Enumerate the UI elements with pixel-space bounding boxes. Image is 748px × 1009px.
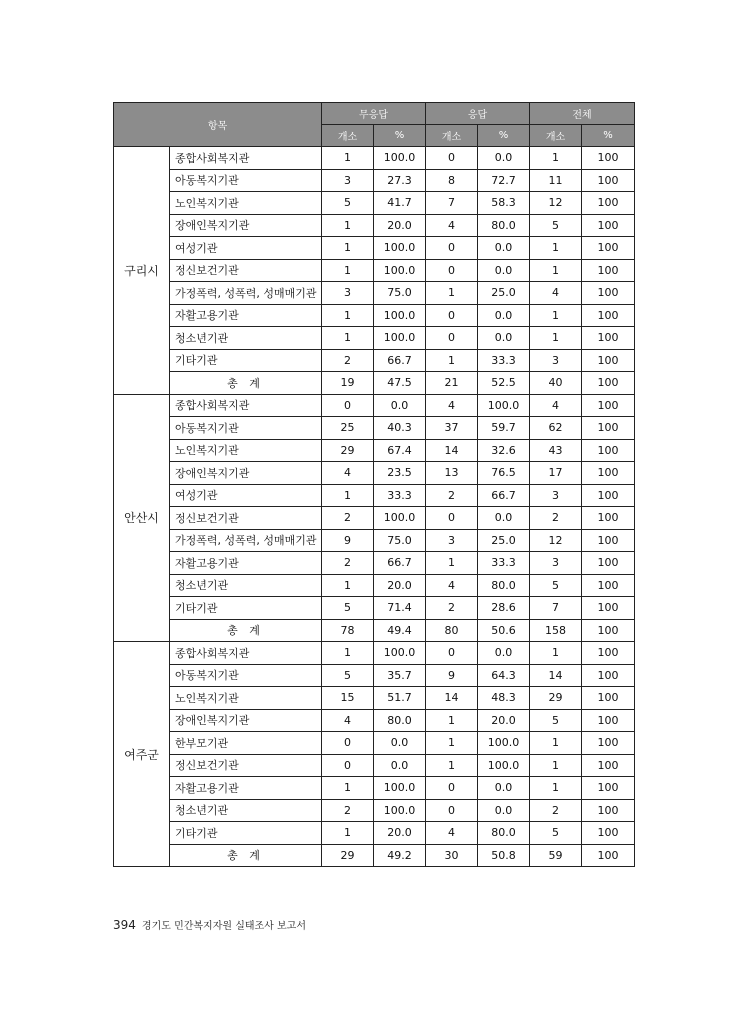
- value-cell: 3: [426, 529, 478, 552]
- value-cell: 14: [426, 687, 478, 710]
- value-cell: 1: [322, 642, 374, 665]
- item-label: 여성기관: [170, 237, 322, 260]
- header-item: 항목: [114, 103, 322, 147]
- total-label: 총 계: [170, 844, 322, 867]
- value-cell: 29: [322, 439, 374, 462]
- value-cell: 75.0: [374, 529, 426, 552]
- value-cell: 78: [322, 619, 374, 642]
- value-cell: 30: [426, 844, 478, 867]
- value-cell: 14: [530, 664, 582, 687]
- value-cell: 1: [322, 822, 374, 845]
- value-cell: 100: [582, 327, 635, 350]
- value-cell: 29: [530, 687, 582, 710]
- item-label: 아동복지기관: [170, 169, 322, 192]
- value-cell: 1: [530, 304, 582, 327]
- value-cell: 100.0: [374, 642, 426, 665]
- value-cell: 100: [582, 147, 635, 170]
- value-cell: 1: [322, 147, 374, 170]
- table-row: [114, 754, 635, 777]
- total-label: 총 계: [170, 619, 322, 642]
- value-cell: 100: [582, 484, 635, 507]
- table-row: [114, 237, 635, 260]
- item-label: 장애인복지기관: [170, 214, 322, 237]
- header-sub: 개소: [322, 125, 374, 147]
- item-label: 노인복지기관: [170, 192, 322, 215]
- page-footer: [113, 917, 306, 932]
- value-cell: 1: [322, 237, 374, 260]
- header-group-no-response: 무응답: [322, 103, 426, 125]
- item-label: 장애인복지기관: [170, 709, 322, 732]
- value-cell: 5: [322, 664, 374, 687]
- item-label: 장애인복지기관: [170, 462, 322, 485]
- item-label: 여성기관: [170, 484, 322, 507]
- value-cell: 4: [426, 822, 478, 845]
- item-label: 정신보건기관: [170, 754, 322, 777]
- value-cell: 5: [322, 192, 374, 215]
- value-cell: 100: [582, 237, 635, 260]
- value-cell: 1: [322, 259, 374, 282]
- value-cell: 59.7: [478, 417, 530, 440]
- value-cell: 32.6: [478, 439, 530, 462]
- value-cell: 100: [582, 169, 635, 192]
- item-label: 자활고용기관: [170, 777, 322, 800]
- value-cell: 80.0: [478, 822, 530, 845]
- value-cell: 1: [530, 777, 582, 800]
- value-cell: 100.0: [374, 147, 426, 170]
- table-row: [114, 642, 635, 665]
- item-label: 종합사회복지관: [170, 147, 322, 170]
- table-row: [114, 822, 635, 845]
- value-cell: 62: [530, 417, 582, 440]
- value-cell: 43: [530, 439, 582, 462]
- value-cell: 0.0: [478, 304, 530, 327]
- value-cell: 0.0: [478, 507, 530, 530]
- value-cell: 49.4: [374, 619, 426, 642]
- value-cell: 72.7: [478, 169, 530, 192]
- value-cell: 49.2: [374, 844, 426, 867]
- item-label: 기타기관: [170, 597, 322, 620]
- value-cell: 27.3: [374, 169, 426, 192]
- value-cell: 20.0: [374, 214, 426, 237]
- value-cell: 20.0: [374, 822, 426, 845]
- item-label: 노인복지기관: [170, 439, 322, 462]
- value-cell: 0.0: [374, 754, 426, 777]
- table-row: [114, 169, 635, 192]
- value-cell: 1: [322, 777, 374, 800]
- value-cell: 100: [582, 822, 635, 845]
- item-label: 아동복지기관: [170, 664, 322, 687]
- value-cell: 0: [426, 237, 478, 260]
- value-cell: 75.0: [374, 282, 426, 305]
- table-row: [114, 439, 635, 462]
- region-cell: 구리시: [114, 147, 170, 395]
- value-cell: 66.7: [478, 484, 530, 507]
- value-cell: 59: [530, 844, 582, 867]
- value-cell: 4: [426, 214, 478, 237]
- table-row: [114, 709, 635, 732]
- value-cell: 100: [582, 709, 635, 732]
- value-cell: 12: [530, 192, 582, 215]
- item-label: 청소년기관: [170, 799, 322, 822]
- table-row: [114, 732, 635, 755]
- value-cell: 21: [426, 372, 478, 395]
- table-row: [114, 192, 635, 215]
- value-cell: 1: [530, 147, 582, 170]
- value-cell: 1: [426, 349, 478, 372]
- value-cell: 1: [530, 327, 582, 350]
- value-cell: 5: [530, 709, 582, 732]
- value-cell: 20.0: [478, 709, 530, 732]
- value-cell: 0.0: [478, 237, 530, 260]
- value-cell: 1: [530, 732, 582, 755]
- value-cell: 5: [530, 574, 582, 597]
- value-cell: 100: [582, 372, 635, 395]
- value-cell: 100: [582, 754, 635, 777]
- value-cell: 1: [530, 642, 582, 665]
- value-cell: 64.3: [478, 664, 530, 687]
- value-cell: 100.0: [374, 259, 426, 282]
- value-cell: 100: [582, 417, 635, 440]
- value-cell: 100: [582, 282, 635, 305]
- value-cell: 0: [426, 507, 478, 530]
- item-label: 기타기관: [170, 822, 322, 845]
- value-cell: 0.0: [374, 394, 426, 417]
- value-cell: 5: [530, 214, 582, 237]
- table-row: [114, 574, 635, 597]
- value-cell: 4: [322, 709, 374, 732]
- value-cell: 9: [322, 529, 374, 552]
- total-label: 총 계: [170, 372, 322, 395]
- value-cell: 2: [322, 552, 374, 575]
- value-cell: 0: [426, 799, 478, 822]
- value-cell: 2: [426, 597, 478, 620]
- value-cell: 1: [530, 259, 582, 282]
- value-cell: 100.0: [374, 777, 426, 800]
- value-cell: 33.3: [478, 552, 530, 575]
- value-cell: 50.6: [478, 619, 530, 642]
- table-row: [114, 259, 635, 282]
- value-cell: 11: [530, 169, 582, 192]
- value-cell: 100.0: [374, 237, 426, 260]
- value-cell: 100: [582, 259, 635, 282]
- value-cell: 51.7: [374, 687, 426, 710]
- value-cell: 0.0: [478, 642, 530, 665]
- table-row: [114, 529, 635, 552]
- value-cell: 52.5: [478, 372, 530, 395]
- table-row: [114, 799, 635, 822]
- value-cell: 100.0: [374, 507, 426, 530]
- value-cell: 1: [426, 709, 478, 732]
- table-row: [114, 687, 635, 710]
- value-cell: 100: [582, 777, 635, 800]
- total-row: [114, 372, 635, 395]
- item-label: 정신보건기관: [170, 507, 322, 530]
- table-row: [114, 507, 635, 530]
- value-cell: 0: [322, 754, 374, 777]
- total-row: [114, 619, 635, 642]
- value-cell: 1: [426, 282, 478, 305]
- survey-table: [113, 102, 635, 867]
- value-cell: 2: [530, 799, 582, 822]
- value-cell: 0: [426, 642, 478, 665]
- value-cell: 100: [582, 507, 635, 530]
- value-cell: 4: [530, 394, 582, 417]
- value-cell: 0: [426, 147, 478, 170]
- value-cell: 100: [582, 732, 635, 755]
- value-cell: 67.4: [374, 439, 426, 462]
- value-cell: 0: [426, 304, 478, 327]
- value-cell: 100: [582, 619, 635, 642]
- value-cell: 4: [426, 574, 478, 597]
- header-sub: %: [582, 125, 635, 147]
- table-row: [114, 552, 635, 575]
- value-cell: 9: [426, 664, 478, 687]
- value-cell: 8: [426, 169, 478, 192]
- value-cell: 100: [582, 597, 635, 620]
- table-body: [114, 147, 635, 867]
- value-cell: 100.0: [374, 799, 426, 822]
- value-cell: 158: [530, 619, 582, 642]
- value-cell: 80.0: [478, 214, 530, 237]
- value-cell: 25: [322, 417, 374, 440]
- value-cell: 0.0: [374, 732, 426, 755]
- header-group-total: 전체: [530, 103, 635, 125]
- item-label: 청소년기관: [170, 327, 322, 350]
- value-cell: 3: [530, 349, 582, 372]
- table-row: [114, 282, 635, 305]
- value-cell: 15: [322, 687, 374, 710]
- value-cell: 3: [530, 484, 582, 507]
- value-cell: 2: [322, 799, 374, 822]
- value-cell: 23.5: [374, 462, 426, 485]
- item-label: 정신보건기관: [170, 259, 322, 282]
- value-cell: 80.0: [374, 709, 426, 732]
- value-cell: 100: [582, 687, 635, 710]
- value-cell: 48.3: [478, 687, 530, 710]
- table-row: [114, 664, 635, 687]
- item-label: 가정폭력, 성폭력, 성매매기관: [170, 282, 322, 305]
- region-cell: 안산시: [114, 394, 170, 642]
- value-cell: 1: [322, 214, 374, 237]
- value-cell: 100.0: [478, 754, 530, 777]
- item-label: 청소년기관: [170, 574, 322, 597]
- value-cell: 100: [582, 349, 635, 372]
- item-label: 노인복지기관: [170, 687, 322, 710]
- value-cell: 25.0: [478, 529, 530, 552]
- value-cell: 1: [530, 754, 582, 777]
- value-cell: 100: [582, 529, 635, 552]
- page-number: 394: [113, 918, 136, 932]
- item-label: 한부모기관: [170, 732, 322, 755]
- item-label: 기타기관: [170, 349, 322, 372]
- value-cell: 100: [582, 844, 635, 867]
- value-cell: 3: [530, 552, 582, 575]
- value-cell: 100.0: [478, 732, 530, 755]
- value-cell: 35.7: [374, 664, 426, 687]
- value-cell: 100: [582, 799, 635, 822]
- value-cell: 100: [582, 214, 635, 237]
- item-label: 가정폭력, 성폭력, 성매매기관: [170, 529, 322, 552]
- table-header: [114, 103, 635, 147]
- value-cell: 4: [530, 282, 582, 305]
- value-cell: 0: [426, 777, 478, 800]
- value-cell: 28.6: [478, 597, 530, 620]
- header-sub: 개소: [426, 125, 478, 147]
- value-cell: 50.8: [478, 844, 530, 867]
- value-cell: 0.0: [478, 327, 530, 350]
- value-cell: 7: [426, 192, 478, 215]
- value-cell: 1: [322, 327, 374, 350]
- value-cell: 7: [530, 597, 582, 620]
- value-cell: 0: [322, 394, 374, 417]
- value-cell: 58.3: [478, 192, 530, 215]
- value-cell: 4: [426, 394, 478, 417]
- value-cell: 1: [322, 484, 374, 507]
- value-cell: 1: [322, 574, 374, 597]
- value-cell: 66.7: [374, 552, 426, 575]
- value-cell: 0.0: [478, 799, 530, 822]
- table-row: [114, 394, 635, 417]
- value-cell: 40.3: [374, 417, 426, 440]
- value-cell: 20.0: [374, 574, 426, 597]
- value-cell: 0.0: [478, 259, 530, 282]
- header-sub: %: [374, 125, 426, 147]
- region-cell: 여주군: [114, 642, 170, 867]
- report-title: 경기도 민간복지자원 실태조사 보고서: [141, 921, 307, 932]
- value-cell: 1: [426, 552, 478, 575]
- value-cell: 2: [322, 507, 374, 530]
- value-cell: 3: [322, 169, 374, 192]
- table-row: [114, 484, 635, 507]
- value-cell: 25.0: [478, 282, 530, 305]
- value-cell: 1: [426, 754, 478, 777]
- header-group-response: 응답: [426, 103, 530, 125]
- value-cell: 100: [582, 642, 635, 665]
- value-cell: 13: [426, 462, 478, 485]
- value-cell: 0: [426, 259, 478, 282]
- value-cell: 100: [582, 664, 635, 687]
- total-row: [114, 844, 635, 867]
- value-cell: 100: [582, 439, 635, 462]
- value-cell: 12: [530, 529, 582, 552]
- value-cell: 5: [530, 822, 582, 845]
- value-cell: 47.5: [374, 372, 426, 395]
- value-cell: 1: [426, 732, 478, 755]
- value-cell: 0: [426, 327, 478, 350]
- value-cell: 0: [322, 732, 374, 755]
- value-cell: 100.0: [374, 304, 426, 327]
- value-cell: 29: [322, 844, 374, 867]
- value-cell: 100.0: [374, 327, 426, 350]
- item-label: 아동복지기관: [170, 417, 322, 440]
- value-cell: 33.3: [478, 349, 530, 372]
- value-cell: 100: [582, 552, 635, 575]
- table-row: [114, 597, 635, 620]
- table-row: [114, 349, 635, 372]
- table-row: [114, 777, 635, 800]
- value-cell: 4: [322, 462, 374, 485]
- value-cell: 0.0: [478, 147, 530, 170]
- value-cell: 100: [582, 192, 635, 215]
- value-cell: 100: [582, 462, 635, 485]
- value-cell: 2: [530, 507, 582, 530]
- value-cell: 100: [582, 304, 635, 327]
- value-cell: 2: [322, 349, 374, 372]
- item-label: 자활고용기관: [170, 552, 322, 575]
- item-label: 종합사회복지관: [170, 642, 322, 665]
- value-cell: 17: [530, 462, 582, 485]
- table-row: [114, 214, 635, 237]
- value-cell: 71.4: [374, 597, 426, 620]
- value-cell: 37: [426, 417, 478, 440]
- table-row: [114, 147, 635, 170]
- header-sub: 개소: [530, 125, 582, 147]
- value-cell: 33.3: [374, 484, 426, 507]
- value-cell: 5: [322, 597, 374, 620]
- value-cell: 1: [530, 237, 582, 260]
- value-cell: 3: [322, 282, 374, 305]
- table-row: [114, 327, 635, 350]
- value-cell: 2: [426, 484, 478, 507]
- table-row: [114, 304, 635, 327]
- value-cell: 14: [426, 439, 478, 462]
- value-cell: 40: [530, 372, 582, 395]
- value-cell: 1: [322, 304, 374, 327]
- value-cell: 80.0: [478, 574, 530, 597]
- value-cell: 100: [582, 394, 635, 417]
- item-label: 자활고용기관: [170, 304, 322, 327]
- header-sub: %: [478, 125, 530, 147]
- value-cell: 0.0: [478, 777, 530, 800]
- value-cell: 100: [582, 574, 635, 597]
- table-row: [114, 417, 635, 440]
- value-cell: 66.7: [374, 349, 426, 372]
- value-cell: 41.7: [374, 192, 426, 215]
- value-cell: 80: [426, 619, 478, 642]
- value-cell: 19: [322, 372, 374, 395]
- item-label: 종합사회복지관: [170, 394, 322, 417]
- table-row: [114, 462, 635, 485]
- value-cell: 100.0: [478, 394, 530, 417]
- value-cell: 76.5: [478, 462, 530, 485]
